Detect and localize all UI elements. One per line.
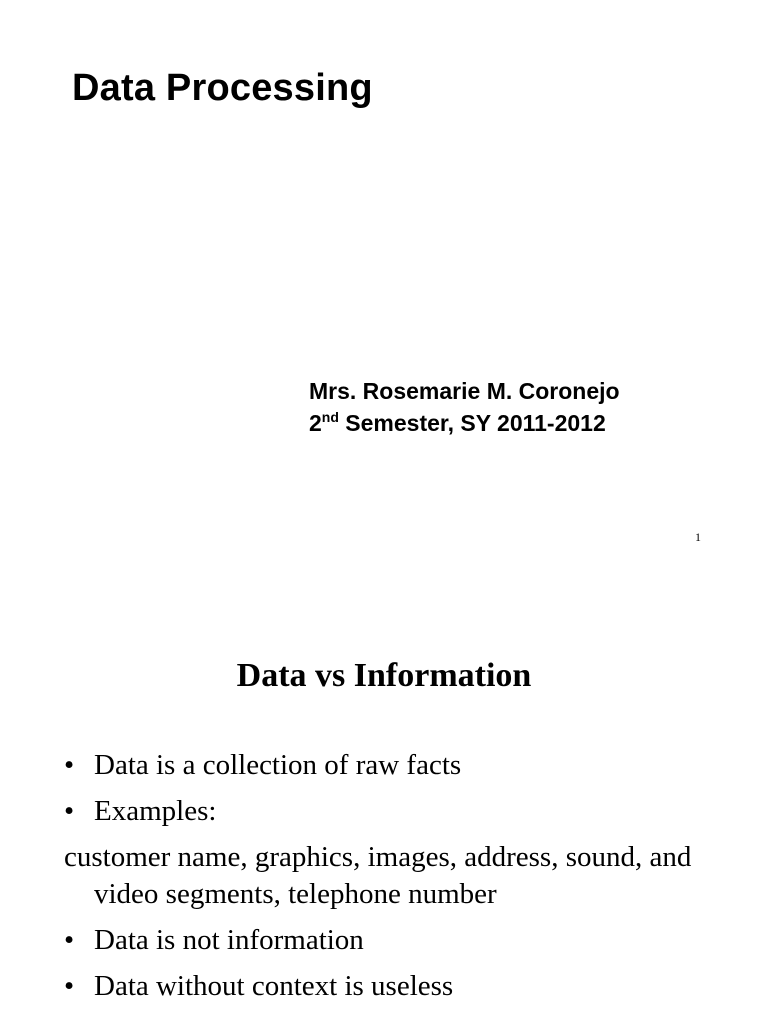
bullet-item (64, 747, 744, 784)
examples-paragraph: customer name, graphics, images, address, sound, and video segments, telephone number (64, 841, 692, 910)
bullet-item (64, 968, 744, 1005)
bullet-icon: • (64, 795, 75, 827)
bullet-text: Data without context is useless (94, 970, 454, 1002)
bullet-icon: • (64, 970, 75, 1002)
bullet-item (64, 922, 744, 959)
semester-number: 2 (309, 410, 322, 436)
bullet-icon: • (64, 924, 75, 956)
semester-line (309, 407, 620, 439)
slide-title: Data vs Information (236, 657, 532, 694)
slide-2 (0, 576, 768, 1024)
bullet-text: Data is not information (94, 924, 364, 956)
semester-ordinal-suffix: nd (321, 409, 339, 425)
bullet-text: Examples: (94, 795, 217, 827)
bullet-icon: • (64, 749, 75, 781)
semester-text: Semester, SY 2011-2012 (338, 410, 606, 436)
slide-content (64, 747, 744, 1014)
bullet-item (64, 793, 744, 830)
page-number: 1 (695, 530, 701, 544)
bullet-text: Data is a collection of raw facts (94, 749, 462, 781)
author-name: Mrs. Rosemarie M. Coronejo (309, 378, 620, 404)
author-block (309, 375, 620, 439)
slide-title: Data Processing (72, 67, 373, 109)
